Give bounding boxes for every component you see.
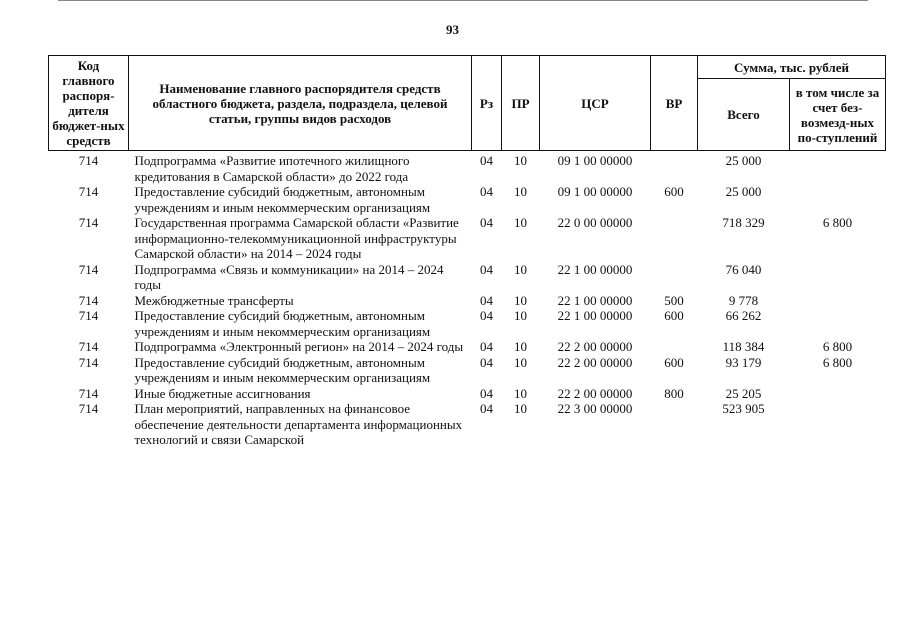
cell-vr: 600 — [664, 354, 684, 370]
cell-pr: 10 — [514, 261, 527, 277]
cell-rz: 04 — [480, 292, 493, 308]
cell-rz: 04 — [480, 401, 493, 416]
cell-csr: 22 0 00 00000 — [557, 215, 633, 230]
header-name: Наименование главного распорядителя средств областного бюджета, раздела, подраздела, целевой статьи, группы видов расходов — [129, 56, 472, 151]
cell-rz: 04 — [480, 184, 493, 199]
cell-grant — [790, 151, 886, 185]
cell-name: Государственная программа Самарской области «Развитие информационно-телекоммуникационной инфраструктуры Самарской области» на 2014 – 2024 годы — [134, 215, 459, 261]
table-row — [49, 215, 886, 262]
cell-total: 718 329 — [722, 215, 765, 230]
cell-name: Подпрограмма «Развитие ипотечного жилищного кредитования в Самарской области» до 2022 года — [134, 153, 410, 184]
cell-code: 714 — [78, 308, 99, 323]
scan-top-line — [58, 0, 868, 1]
cell-total: 25 000 — [725, 184, 762, 199]
cell-pr: 10 — [514, 339, 527, 354]
cell-csr: 22 1 00 00000 — [557, 292, 633, 308]
table-row — [49, 184, 886, 215]
cell-total: 118 384 — [722, 339, 765, 354]
table-body — [49, 151, 886, 448]
table-row — [49, 339, 886, 355]
cell-vr: 800 — [664, 385, 684, 401]
cell-grant — [790, 386, 886, 402]
cell-code: 714 — [78, 215, 99, 230]
cell-rz: 04 — [480, 385, 493, 401]
header-grant: в том числе за счет без-возмезд-ных по-ступлений — [790, 79, 886, 151]
cell-grant — [790, 262, 886, 293]
cell-rz: 04 — [480, 261, 493, 277]
cell-pr: 10 — [514, 153, 527, 168]
table-row — [49, 262, 886, 293]
header-csr: ЦСР — [540, 56, 651, 151]
cell-pr: 10 — [514, 292, 527, 308]
cell-csr: 09 1 00 00000 — [557, 153, 633, 168]
cell-total: 25 205 — [725, 385, 762, 401]
table-row — [49, 386, 886, 402]
cell-rz: 04 — [480, 308, 493, 323]
cell-vr — [651, 215, 698, 262]
cell-grant — [790, 401, 886, 448]
cell-name: Предоставление субсидий бюджетным, автономным учреждениям и иным некоммерческим организациям — [134, 354, 431, 385]
cell-rz: 04 — [480, 215, 493, 230]
cell-total: 93 179 — [725, 354, 762, 370]
cell-pr: 10 — [514, 401, 527, 416]
header-rz: Рз — [472, 56, 502, 151]
cell-code: 714 — [78, 153, 99, 168]
cell-grant: 6 800 — [822, 215, 853, 230]
cell-vr — [651, 339, 698, 355]
cell-vr — [651, 262, 698, 293]
cell-total: 25 000 — [725, 153, 762, 168]
cell-csr: 22 3 00 00000 — [557, 401, 633, 416]
cell-csr: 09 1 00 00000 — [557, 184, 633, 199]
header-total: Всего — [698, 79, 790, 151]
cell-name: Предоставление субсидий бюджетным, автономным учреждениям и иным некоммерческим организациям — [134, 184, 431, 215]
cell-vr — [651, 401, 698, 448]
cell-name: Подпрограмма «Электронный регион» на 2014 – 2024 годы — [134, 339, 464, 354]
cell-code: 714 — [78, 339, 99, 354]
cell-grant: 6 800 — [822, 339, 853, 354]
cell-total: 66 262 — [725, 308, 762, 323]
cell-grant: 6 800 — [822, 354, 853, 370]
cell-name: Иные бюджетные ассигнования — [134, 385, 311, 401]
cell-pr: 10 — [514, 385, 527, 401]
header-vr: ВР — [651, 56, 698, 151]
cell-csr: 22 1 00 00000 — [557, 308, 633, 323]
cell-csr: 22 2 00 00000 — [557, 385, 633, 401]
cell-total: 9 778 — [728, 292, 759, 308]
cell-code: 714 — [78, 354, 99, 370]
cell-vr — [651, 151, 698, 185]
cell-code: 714 — [78, 385, 99, 401]
cell-total: 523 905 — [722, 401, 765, 416]
cell-code: 714 — [78, 401, 99, 416]
cell-total: 76 040 — [725, 261, 762, 277]
cell-code: 714 — [78, 292, 99, 308]
cell-code: 714 — [78, 184, 99, 199]
table-header — [49, 56, 886, 151]
cell-pr: 10 — [514, 354, 527, 370]
cell-code: 714 — [78, 261, 99, 277]
cell-vr: 600 — [664, 308, 684, 323]
cell-grant — [790, 293, 886, 309]
page-number: 93 — [446, 22, 459, 37]
cell-csr: 22 2 00 00000 — [557, 354, 633, 370]
cell-csr: 22 1 00 00000 — [557, 261, 633, 277]
cell-pr: 10 — [514, 215, 527, 230]
table-row — [49, 308, 886, 339]
table-row — [49, 401, 886, 448]
cell-grant — [790, 184, 886, 215]
header-sum-group: Сумма, тыс. рублей — [698, 56, 886, 79]
cell-name: План мероприятий, направленных на финансовое обеспечение деятельности департамента информационных технологий и связи Самарской — [134, 401, 463, 447]
cell-vr: 500 — [664, 292, 684, 308]
cell-csr: 22 2 00 00000 — [557, 339, 633, 354]
table-row — [49, 151, 886, 185]
header-pr: ПР — [502, 56, 540, 151]
table-row — [49, 293, 886, 309]
cell-name: Предоставление субсидий бюджетным, автономным учреждениям и иным некоммерческим организациям — [134, 308, 431, 339]
budget-table — [48, 55, 886, 448]
header-code: Код главного распоря-дителя бюджет-ных средств — [49, 56, 129, 151]
cell-vr: 600 — [664, 184, 684, 199]
cell-pr: 10 — [514, 308, 527, 323]
cell-rz: 04 — [480, 354, 493, 370]
table-row — [49, 355, 886, 386]
cell-grant — [790, 308, 886, 339]
cell-rz: 04 — [480, 153, 493, 168]
cell-pr: 10 — [514, 184, 527, 199]
cell-rz: 04 — [480, 339, 493, 354]
cell-name: Межбюджетные трансферты — [134, 292, 294, 308]
cell-name: Подпрограмма «Связь и коммуникации» на 2014 – 2024 годы — [134, 261, 444, 292]
